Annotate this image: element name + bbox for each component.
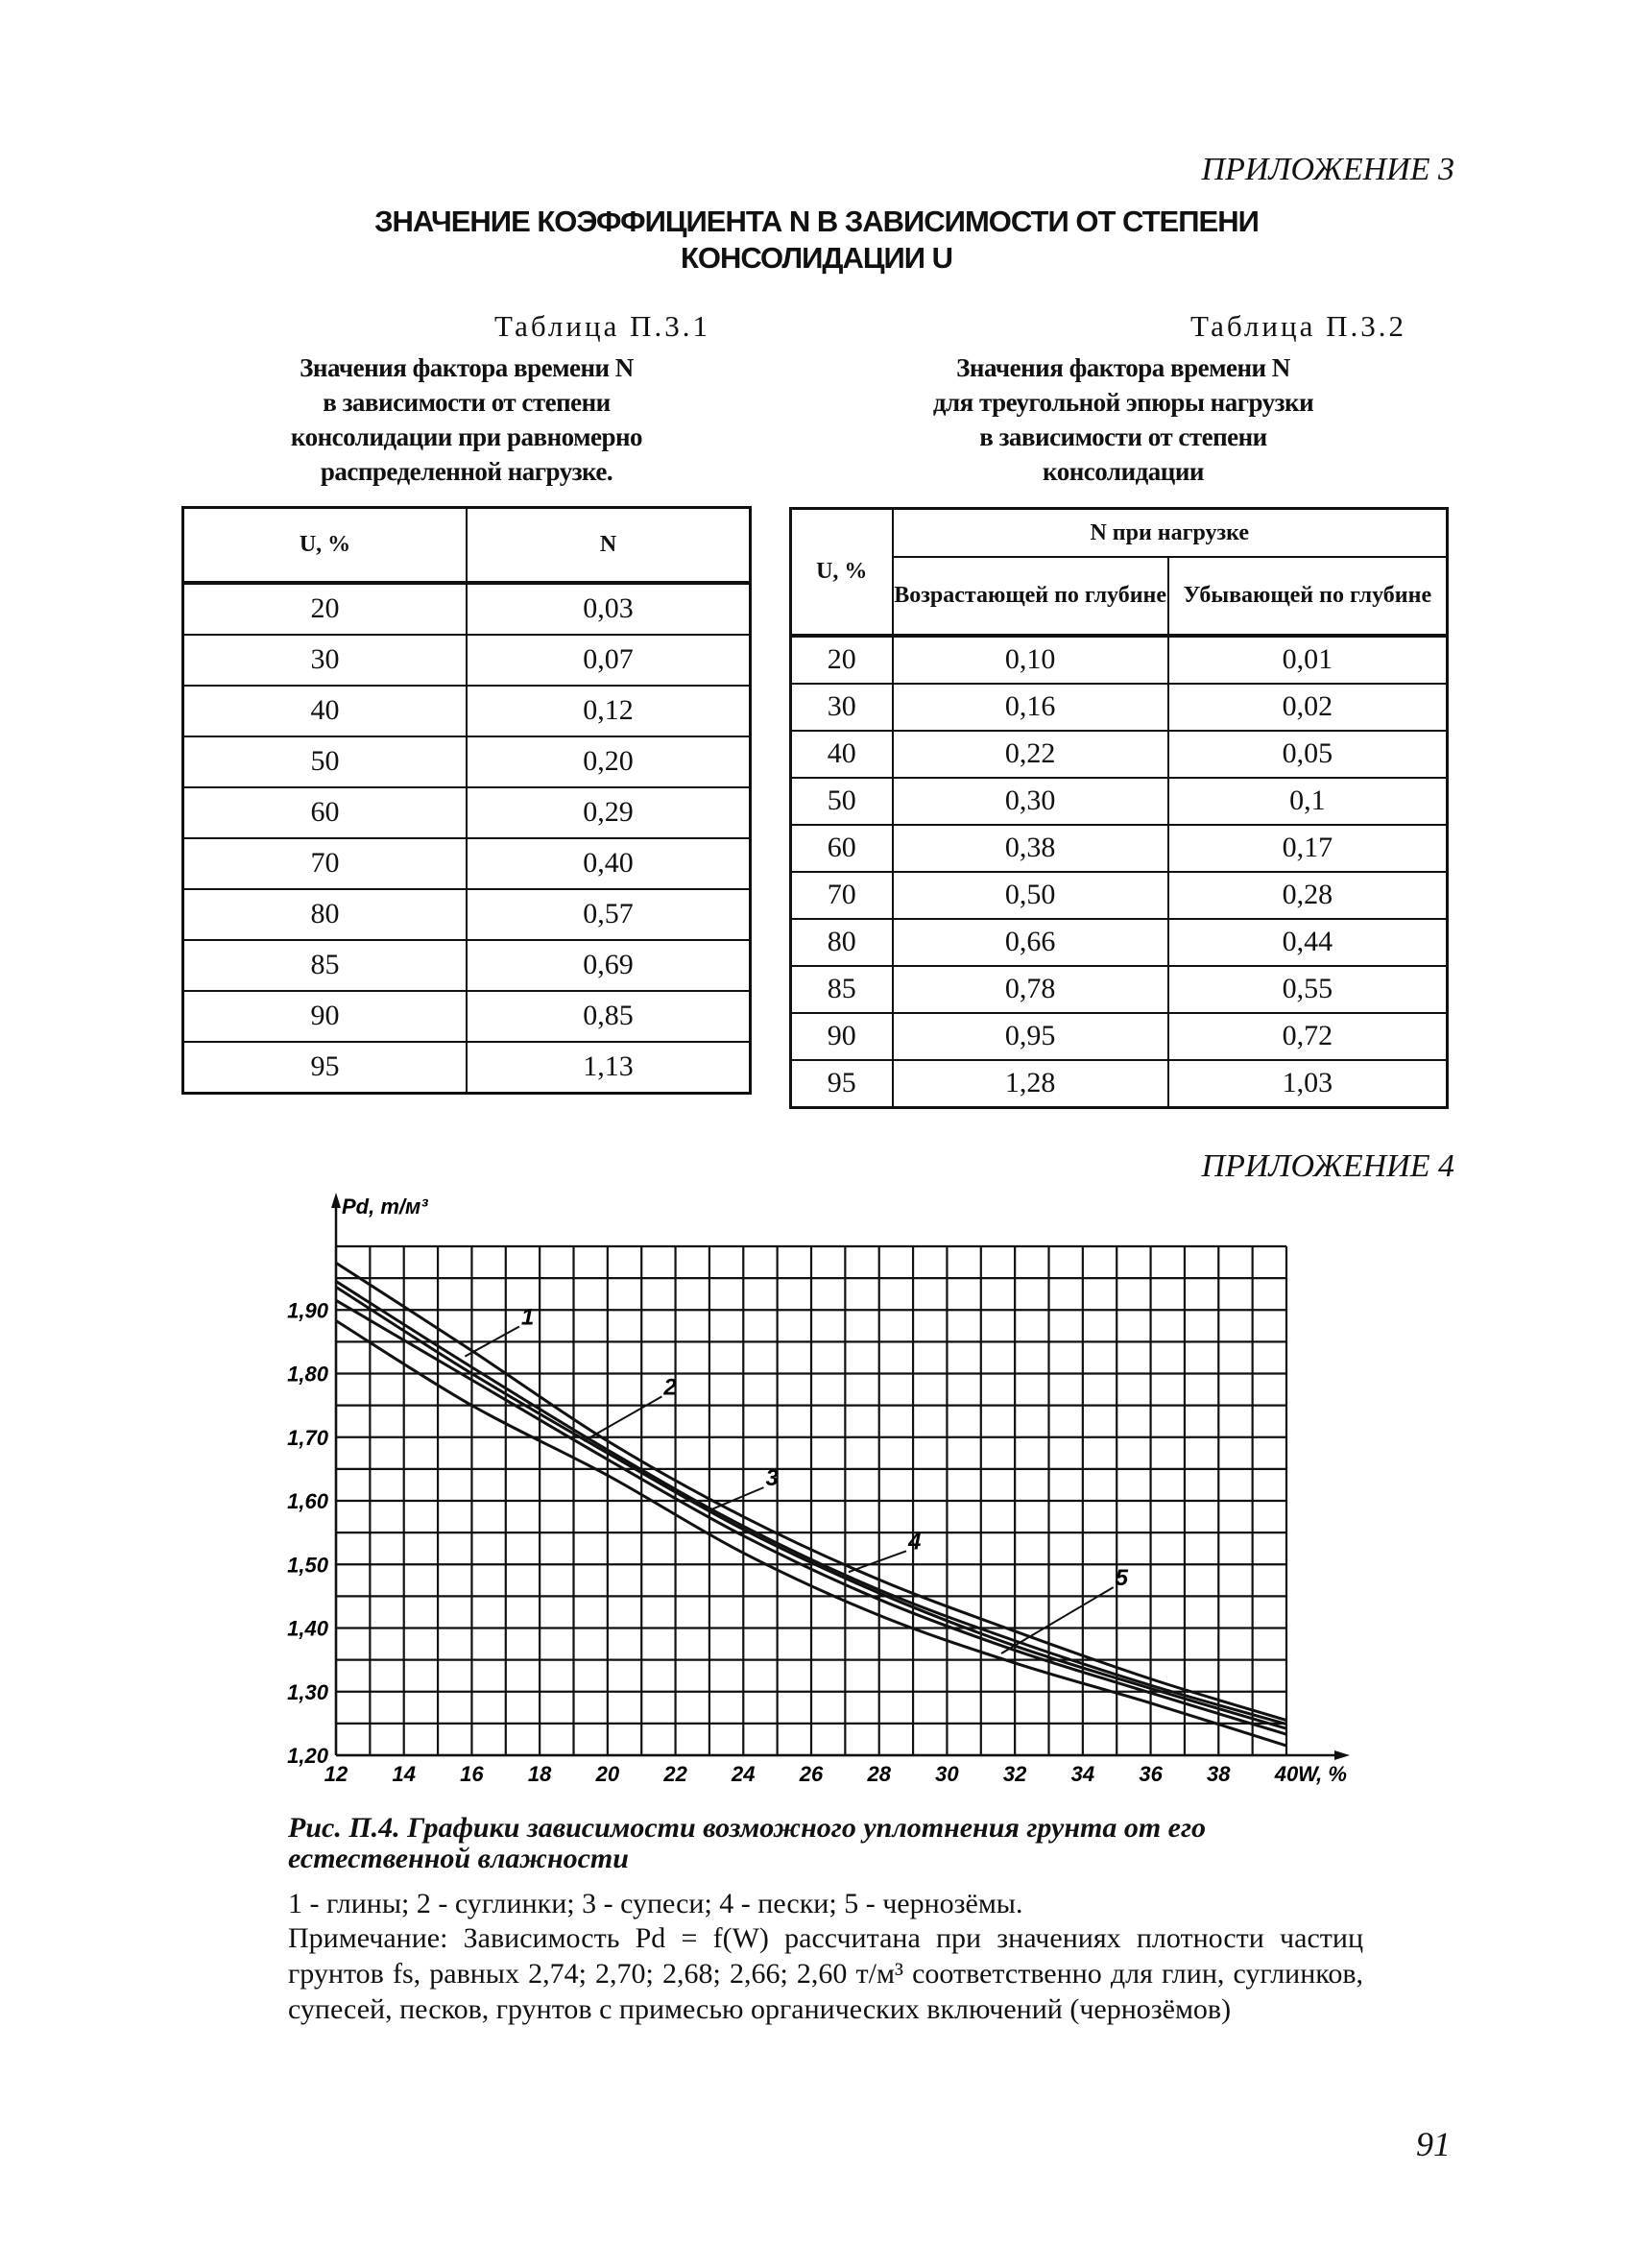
table-cell: 0,38 xyxy=(893,825,1168,872)
table-cell: 95 xyxy=(183,1042,468,1094)
table-row xyxy=(791,636,1448,684)
table-cell: 1,03 xyxy=(1168,1060,1448,1108)
table-row xyxy=(791,731,1448,778)
table-cell: 40 xyxy=(183,686,468,736)
table-cell: 0,22 xyxy=(893,731,1168,778)
table-cell: 0,01 xyxy=(1168,636,1448,684)
col-header-n: N xyxy=(467,508,751,583)
table-row xyxy=(183,838,751,889)
table-row xyxy=(183,583,751,635)
y-tick-label: 1,20 xyxy=(287,1744,328,1768)
table-cell: 40 xyxy=(791,731,893,778)
table-cell: 0,20 xyxy=(467,736,751,787)
table-cell: 30 xyxy=(791,684,893,731)
table-row xyxy=(183,889,751,940)
table-cell: 85 xyxy=(791,966,893,1013)
y-axis-label: Pd, т/м³ xyxy=(342,1194,428,1218)
table-row xyxy=(183,940,751,991)
table-cell: 0,12 xyxy=(467,686,751,736)
leader-line-4 xyxy=(849,1551,906,1572)
table-row xyxy=(791,966,1448,1013)
table-cell: 0,02 xyxy=(1168,684,1448,731)
table-cell: 0,05 xyxy=(1168,731,1448,778)
col-header-u: U, % xyxy=(183,508,468,583)
table1-label: Таблица П.3.1 xyxy=(494,309,710,343)
table-cell: 60 xyxy=(791,825,893,872)
table-row xyxy=(183,1042,751,1094)
y-tick-label: 1,50 xyxy=(287,1553,328,1578)
y-tick-label: 1,90 xyxy=(287,1298,328,1323)
table-cell: 20 xyxy=(183,583,468,635)
table-row xyxy=(183,736,751,787)
x-tick-label: 34 xyxy=(1070,1762,1095,1786)
table-cell: 0,57 xyxy=(467,889,751,940)
x-axis-arrow-icon xyxy=(1334,1750,1350,1760)
table-cell: 0,29 xyxy=(467,787,751,838)
table-cell: 0,07 xyxy=(467,635,751,686)
table1 xyxy=(181,506,752,1095)
caption-line: распределенной нагрузке. xyxy=(320,457,613,486)
table-cell: 0,10 xyxy=(893,636,1168,684)
x-tick-label: 26 xyxy=(799,1762,824,1786)
table-cell: 20 xyxy=(791,636,893,684)
table-cell: 0,72 xyxy=(1168,1013,1448,1060)
table-cell: 90 xyxy=(791,1013,893,1060)
x-tick-label: 30 xyxy=(935,1762,959,1786)
table-cell: 0,03 xyxy=(467,583,751,635)
table-row xyxy=(791,872,1448,919)
table-cell: 0,66 xyxy=(893,919,1168,966)
table-cell: 60 xyxy=(183,787,468,838)
table-row xyxy=(791,919,1448,966)
appendix-4-label: ПРИЛОЖЕНИЕ 4 xyxy=(1201,1148,1454,1184)
page-number: 91 xyxy=(1416,2125,1451,2163)
y-tick-label: 1,70 xyxy=(287,1425,328,1450)
table-row xyxy=(791,825,1448,872)
curve-label-1: 1 xyxy=(520,1304,535,1331)
table-row xyxy=(791,778,1448,825)
y-axis-arrow-icon xyxy=(331,1193,341,1208)
x-tick-label: 22 xyxy=(663,1762,687,1786)
curve-label-4: 4 xyxy=(908,1529,922,1556)
caption-line: в зависимости от степени xyxy=(323,388,611,417)
table1-caption xyxy=(181,350,752,489)
x-tick-label: 32 xyxy=(1002,1762,1027,1786)
table-cell: 90 xyxy=(183,991,468,1042)
y-tick-label: 1,30 xyxy=(287,1679,328,1704)
y-tick-label: 1,60 xyxy=(287,1489,328,1513)
table-row xyxy=(791,1060,1448,1108)
table-cell: 0,28 xyxy=(1168,872,1448,919)
table-cell: 0,44 xyxy=(1168,919,1448,966)
x-tick-label: 20 xyxy=(595,1762,620,1786)
col-header-u: U, % xyxy=(791,509,893,636)
table-cell: 0,16 xyxy=(893,684,1168,731)
table-cell: 0,1 xyxy=(1168,778,1448,825)
table-cell: 80 xyxy=(791,919,893,966)
table-cell: 70 xyxy=(183,838,468,889)
table-cell: 0,30 xyxy=(893,778,1168,825)
table-cell: 85 xyxy=(183,940,468,991)
x-tick-label: 14 xyxy=(392,1762,416,1786)
table-cell: 0,85 xyxy=(467,991,751,1042)
y-tick-label: 1,80 xyxy=(287,1362,328,1387)
table2 xyxy=(789,507,1449,1109)
curve-label-3: 3 xyxy=(765,1465,779,1492)
leader-line-2 xyxy=(584,1396,661,1440)
caption-line: Значения фактора времени N xyxy=(956,353,1290,382)
table-cell: 1,13 xyxy=(467,1042,751,1094)
section-title-line1: ЗНАЧЕНИЕ КОЭФФИЦИЕНТА N В ЗАВИСИМОСТИ ОТ СТЕПЕНИ xyxy=(374,205,1259,238)
table-row xyxy=(791,684,1448,731)
caption-line: консолидации xyxy=(1043,457,1204,486)
y-tick-label: 1,40 xyxy=(287,1616,328,1641)
table2-label: Таблица П.3.2 xyxy=(1190,309,1406,343)
x-tick-label: 40 xyxy=(1274,1762,1299,1786)
table-row xyxy=(791,1013,1448,1060)
leader-line-3 xyxy=(709,1487,764,1510)
table-row xyxy=(183,686,751,736)
figure-caption: Рис. П.4. Графики зависимости возможного уплотнения грунта от его естественной влажности xyxy=(288,1812,1207,1874)
table-cell: 0,69 xyxy=(467,940,751,991)
curve-label-2: 2 xyxy=(663,1374,677,1401)
caption-line: в зависимости от степени xyxy=(979,422,1267,451)
table-cell: 70 xyxy=(791,872,893,919)
col-header-decreasing: Убывающей по глубине xyxy=(1168,557,1448,636)
section-title-line2: КОНСОЛИДАЦИИ U xyxy=(680,241,953,275)
table-cell: 30 xyxy=(183,635,468,686)
x-tick-label: 16 xyxy=(460,1762,484,1786)
table-row xyxy=(183,991,751,1042)
density-moisture-chart xyxy=(0,1181,1633,1796)
note-text: Примечание: Зависимость Pd = f(W) рассчитана при значениях плотности частиц грунтов fs, равных 2,74; 2,70; 2,68; 2,66; 2,60 т/м³ соответственно для глин, суглинков, супесей, песков, грунтов с примесью органических включений (чернозёмов) xyxy=(288,1922,1363,2025)
table-cell: 0,78 xyxy=(893,966,1168,1013)
caption-line: Значения фактора времени N xyxy=(300,353,634,382)
appendix-3-label: ПРИЛОЖЕНИЕ 3 xyxy=(1201,152,1454,187)
caption-line: для треугольной эпюры нагрузки xyxy=(932,388,1314,417)
col-header-increasing: Возрастающей по глубине xyxy=(893,557,1168,636)
table-cell: 50 xyxy=(183,736,468,787)
x-tick-label: 28 xyxy=(867,1762,891,1786)
x-tick-label: 36 xyxy=(1139,1762,1163,1786)
caption-line: консолидации при равномерно xyxy=(290,422,643,451)
table-cell: 0,55 xyxy=(1168,966,1448,1013)
table-row xyxy=(183,635,751,686)
legend-text: 1 - глины; 2 - суглинки; 3 - супеси; 4 - пески; 5 - чернозёмы. xyxy=(288,1888,1023,1919)
x-axis-label: W, % xyxy=(1298,1762,1347,1786)
curve-label-5: 5 xyxy=(1115,1565,1129,1592)
table-cell: 0,17 xyxy=(1168,825,1448,872)
x-tick-label: 12 xyxy=(324,1762,348,1786)
x-tick-label: 38 xyxy=(1207,1762,1231,1786)
table-cell: 0,50 xyxy=(893,872,1168,919)
table-cell: 50 xyxy=(791,778,893,825)
table-row xyxy=(183,787,751,838)
table2-caption xyxy=(845,350,1402,489)
table-cell: 95 xyxy=(791,1060,893,1108)
x-tick-label: 24 xyxy=(732,1762,756,1786)
table-cell: 0,40 xyxy=(467,838,751,889)
x-tick-label: 18 xyxy=(527,1762,552,1786)
col-header-group: N при нагрузке xyxy=(893,509,1448,557)
table-cell: 1,28 xyxy=(893,1060,1168,1108)
table-cell: 0,95 xyxy=(893,1013,1168,1060)
table-cell: 80 xyxy=(183,889,468,940)
